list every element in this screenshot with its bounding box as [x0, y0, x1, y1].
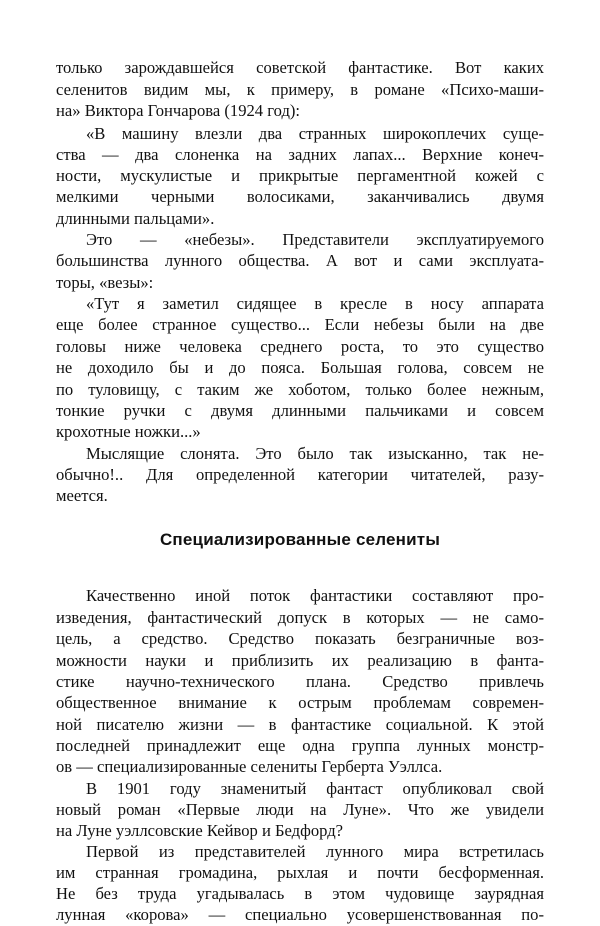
text-line: большинства лунного общества. А вот и сами эксплуата- [56, 251, 544, 270]
quote-line: ности, мускулистые и прикрытые пергаментной кожей с [56, 166, 544, 185]
text-line: новый роман «Первые люди на Луне». Что же увидели [56, 800, 544, 819]
text-line: на» Виктора Гончарова (1924 год): [56, 101, 301, 120]
text-line: стике научно-технического плана. Средство привлечь [56, 672, 544, 691]
text-line: общественное внимание к острым проблемам современ- [56, 693, 544, 712]
section-heading: Специализированные селениты [159, 530, 441, 549]
quote-line: «Тут я заметил сидящее в кресле в носу аппарата [86, 294, 544, 313]
text-line: последней принадлежит еще одна группа лунных монстр- [56, 736, 544, 755]
text-line: изведения, фантастический допуск в которых — не само- [56, 608, 544, 627]
text-line: можности науки и приблизить их реализацию в фанта- [56, 651, 544, 670]
quote-line: по туловищу, с таким же хоботом, только более нежным, [56, 380, 544, 399]
text-line: Не без труда угадывалась в этом чудовище заурядная [56, 884, 544, 903]
text-line: ной писателю жизни — в фантастике социальной. К этой [56, 715, 544, 734]
text-line: ов — специализированные селениты Герберта Уэллса. [56, 757, 443, 776]
text-line: меется. [56, 486, 108, 505]
text-line: на Луне уэллсовские Кейвор и Бедфорд? [56, 821, 344, 840]
quote-line: головы ниже человека среднего роста, то это существо [56, 337, 544, 356]
quote-line: крохотные ножки...» [56, 422, 201, 441]
quote-line: мелкими черными волосиками, заканчивались двумя [56, 187, 544, 206]
text-line: им странная громадина, рыхлая и почти бесформенная. [56, 863, 544, 882]
text-line: только зарождавшейся советской фантастике. Вот каких [56, 58, 544, 77]
text-line: В 1901 году знаменитый фантаст опубликовал свой [86, 779, 544, 798]
text-line: лунная «корова» — специально усовершенствованная по- [56, 905, 544, 924]
text-line: Мыслящие слонята. Это было так изысканно, так не- [86, 444, 544, 463]
text-line: цель, а средство. Средство показать безграничные воз- [56, 629, 544, 648]
text-line: селенитов видим мы, к примеру, в романе «Психо-маши- [56, 80, 544, 99]
quote-line: ства — два слоненка на задних лапах... Верхние конеч- [56, 145, 544, 164]
text-line: Качественно иной поток фантастики составляют про- [86, 586, 544, 605]
quote-line: длинными пальцами». [56, 209, 215, 228]
quote-line: не доходило бы и до пояса. Большая голова, совсем не [56, 358, 544, 377]
quote-line: еще более странное существо... Если небезы были на две [56, 315, 544, 334]
quote-line: тонкие ручки с двумя длинными пальчиками и совсем [56, 401, 544, 420]
text-line: торы, «везы»: [56, 273, 154, 292]
text-line: Первой из представителей лунного мира встретилась [86, 842, 544, 861]
quote-line: «В машину влезли два странных широкоплечих суще- [86, 124, 544, 143]
text-line: обычно!.. Для определенной категории читателей, разу- [56, 465, 544, 484]
text-line: Это — «небезы». Представители эксплуатируемого [86, 230, 544, 249]
